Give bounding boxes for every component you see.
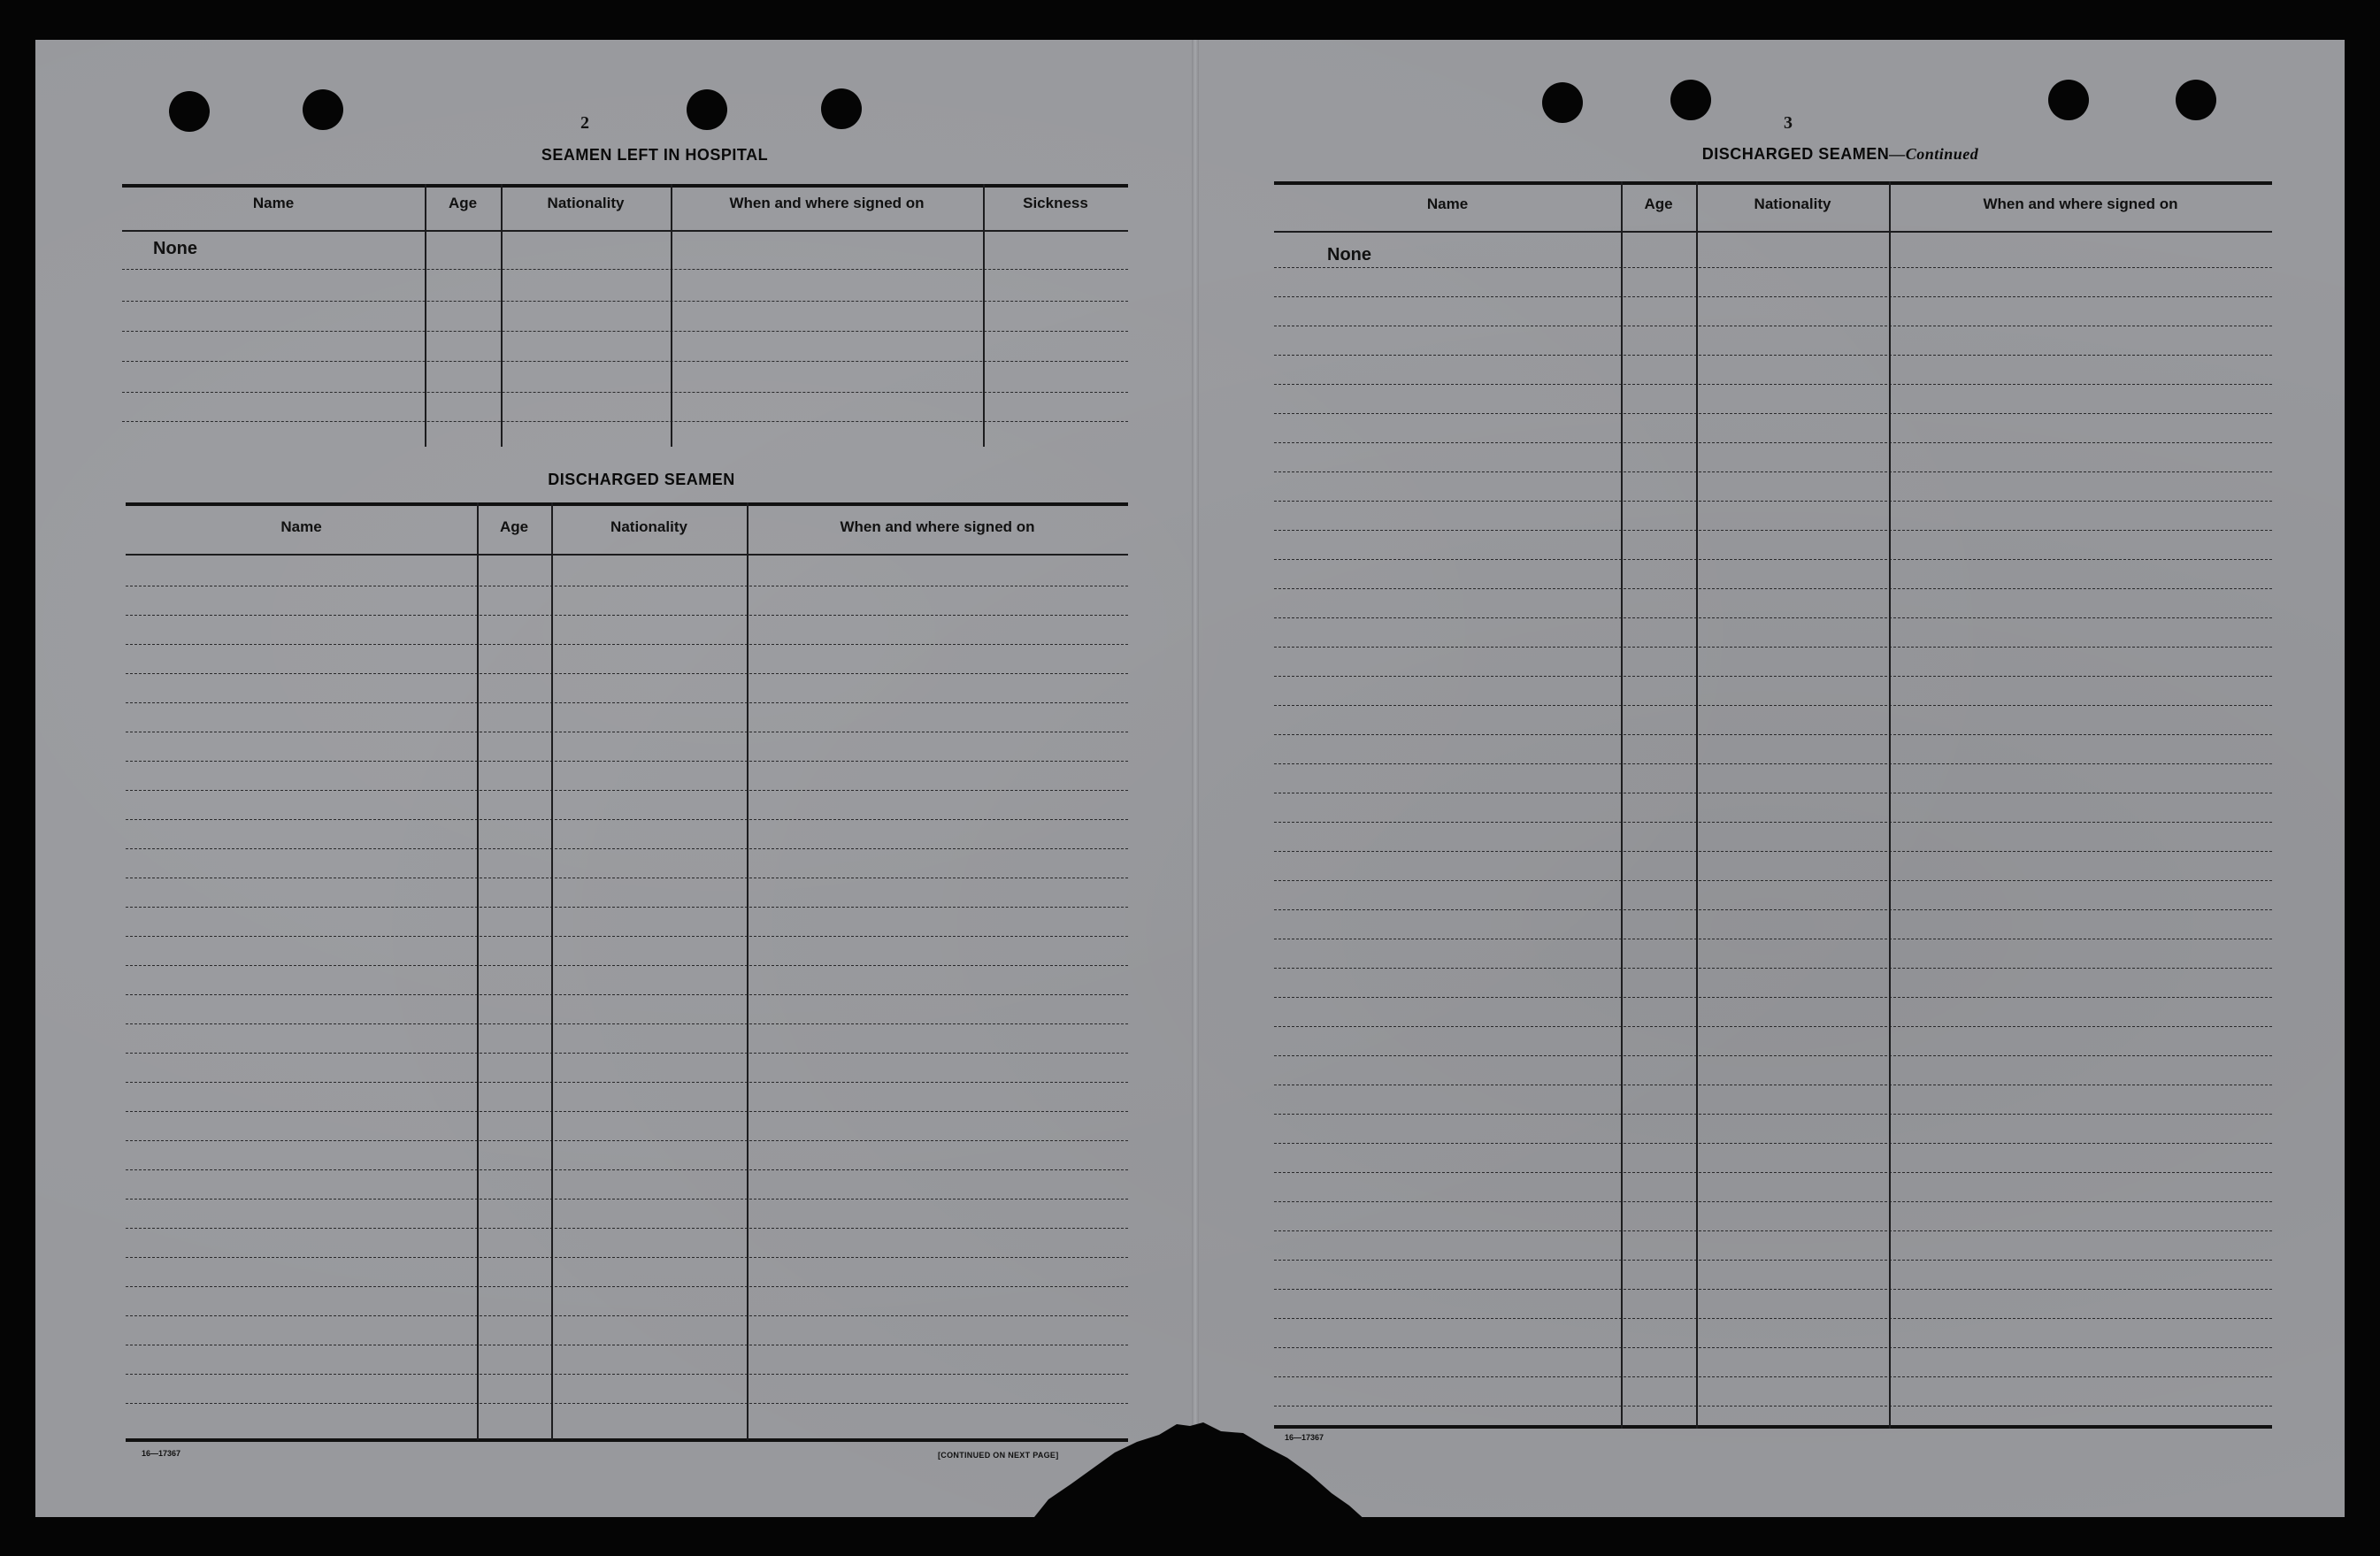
discharged-table bbox=[126, 502, 1128, 1440]
punch-hole bbox=[169, 91, 210, 132]
continued-col-name: Name bbox=[1426, 195, 1469, 212]
discharged-col-name: Name bbox=[280, 518, 322, 535]
hospital-table bbox=[122, 184, 1128, 447]
discharged-col-signed-on: When and where signed on bbox=[840, 518, 1035, 535]
hospital-col-nationality: Nationality bbox=[547, 195, 625, 211]
hospital-col-age: Age bbox=[448, 195, 478, 211]
continued-note: [CONTINUED ON NEXT PAGE] bbox=[938, 1451, 1059, 1460]
page-fold bbox=[1192, 40, 1199, 1517]
punch-hole bbox=[303, 89, 343, 130]
punch-hole bbox=[821, 88, 862, 129]
continued-col-age: Age bbox=[1644, 195, 1673, 212]
form-code-right: 16—17367 bbox=[1285, 1433, 1324, 1442]
hospital-section-title: SEAMEN LEFT IN HOSPITAL bbox=[541, 146, 769, 164]
discharged-col-nationality: Nationality bbox=[610, 518, 687, 535]
punch-hole bbox=[1542, 82, 1583, 123]
hospital-col-sickness: Sickness bbox=[1023, 195, 1088, 211]
torn-edge bbox=[1031, 1415, 1367, 1522]
hospital-entry-none: None bbox=[153, 239, 197, 258]
discharged-continued-suffix: —Continued bbox=[1889, 145, 1979, 163]
punch-hole bbox=[2176, 80, 2216, 120]
discharged-continued-main: DISCHARGED SEAMEN bbox=[1701, 145, 1890, 163]
punch-hole bbox=[687, 89, 727, 130]
hospital-col-name: Name bbox=[252, 195, 295, 211]
punch-hole bbox=[2048, 80, 2089, 120]
continued-col-nationality: Nationality bbox=[1754, 195, 1831, 212]
discharged-continued-title bbox=[1575, 145, 2106, 164]
continued-col-signed-on: When and where signed on bbox=[1983, 195, 2178, 212]
discharged-col-age: Age bbox=[499, 518, 529, 535]
form-code-left: 16—17367 bbox=[142, 1449, 181, 1458]
page-number-left: 2 bbox=[580, 113, 589, 133]
punch-hole bbox=[1670, 80, 1711, 120]
discharged-section-title: DISCHARGED SEAMEN bbox=[548, 471, 735, 488]
hospital-col-signed-on: When and where signed on bbox=[729, 195, 925, 211]
page-number-right: 3 bbox=[1784, 113, 1793, 133]
discharged-continued-table bbox=[1274, 181, 2272, 1429]
continued-entry-none: None bbox=[1327, 245, 1371, 264]
